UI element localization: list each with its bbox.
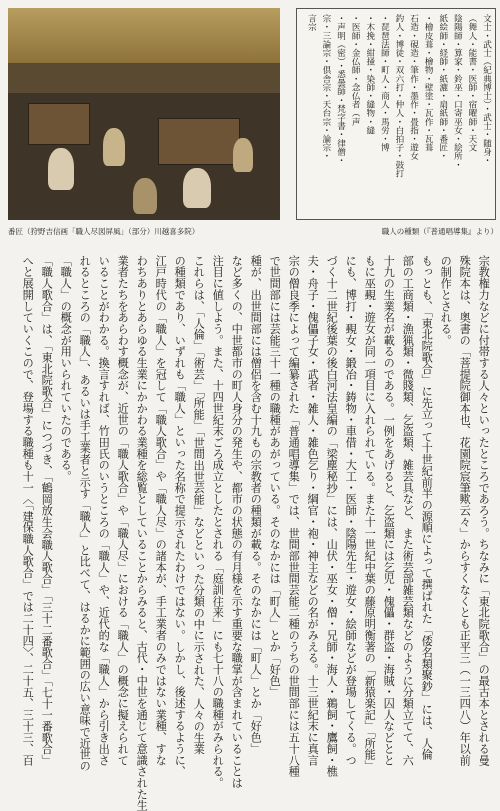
body-text-column: 宗の僧良季によって編纂された「普通唱導集」では、世間部世間芸能二種のうちの世間部には五十八種 bbox=[287, 255, 301, 778]
folding-screen-illustration bbox=[8, 8, 280, 220]
body-text-column: もに巫覡・遊女が同一項目に入れられている。また十一世紀中葉の藤原明衡著の「新猿楽記」「所能」 bbox=[363, 255, 377, 772]
occupations-list-column: （舞人・能書・医師・宿曜師・天文 bbox=[466, 14, 477, 152]
body-text-column: づく十二世紀後葉の後白河法皇編の「梁塵秘抄」には、山伏・巫女・僧・兄師・海人・鵜飼・鷹飼・樵 bbox=[325, 255, 339, 778]
occupations-list-column: 文士・武士（紀典博士）・武士・随身・ bbox=[481, 14, 492, 165]
occupations-list-column: 石造・硯造・筆作・墨作・畳指・遊女 bbox=[408, 14, 419, 161]
occupations-list-column: ・琵琶法師・町人・商人・馬労・博 bbox=[379, 14, 390, 152]
body-text-column: もっとも、「東北院歌合」に先立って十世紀前半の源順によって撰ばれた「倭名類聚鈔」には、人倫 bbox=[420, 255, 434, 761]
body-text-column: へと展開していくこので、登場する職種も十一〈「建保職人歌合」では二十四〉、二十五、三十三、百 bbox=[21, 255, 35, 766]
body-text-column: これらは、「人倫」「術芸」「所能」「世間出世芸能」などといった分類の中に示された、人々の生業 bbox=[192, 255, 206, 755]
occupations-list-column: 言宗 bbox=[306, 14, 317, 32]
figure-caption-right: 職人の種類（『普通唱導集』より） bbox=[381, 227, 498, 236]
body-text-column: 部の工商類・漁猟類・微賤類、乞盗類、雑芸具など、また術芸部雑芸類などのように分類立てて、六 bbox=[401, 255, 415, 766]
body-text-column: 種が、出世間部には僧侶を含む十九もの宗教者の種類が載る。そのなかには「町人」とか「好色」 bbox=[249, 255, 263, 755]
body-text-column: で世間部には芸能三十一種の職種があがっている。そのなかには「町人」とか「好色」 bbox=[268, 255, 282, 698]
body-text-column: 夫・舟子・傀儡子女・武者・雑人・雑色乞り・綱官・袍・神主などの名がみえる。十三世紀末に真言 bbox=[306, 255, 320, 766]
occupations-list-column: 紙絵師・経師・紙漉・扇紙師・番匠・ bbox=[437, 14, 448, 161]
occupations-list-column: 釣人・博徒・双六打・仲人・白拍子・鼓打 bbox=[393, 14, 404, 178]
body-text-column: れるところの「職人」、あるいは手工業者と示す「職人」と比べて、はるかに範囲の広い意味で近世の bbox=[78, 255, 92, 772]
body-text-column: わちありとあらゆる生業にかかわる業種を総覧としていることからみると、古代・中世を通じて意識された生 bbox=[135, 255, 149, 811]
occupations-list-column: ・檜皮葺・檜物・壁塗・瓦作・瓦葺 bbox=[423, 14, 434, 152]
body-text-column: 「職人歌合」は、「東北院歌合」につづき、「鶴岡放生会職人歌合」「三十二番歌合」「七十一番歌合」 bbox=[40, 255, 54, 767]
body-text-column: 「職人」の概念が用いられていたのである。 bbox=[59, 255, 73, 482]
body-text-column: にも、博打・覡女・鍛冶・鋳物・車借・大工・医師・陰陽先生・遊女・絵師などが登場してくる。つ bbox=[344, 255, 358, 766]
body-text-column: 業者たちをあらわす概念が、近世の「職人歌合」や「職人尽」における「職人」の概念に擬えられて bbox=[116, 255, 130, 766]
body-text-column: の制作とされる。 bbox=[439, 255, 453, 346]
body-text-column: の種類であり、いずれも「職人」といった名称で提示されたわけではない。しかし、後述するように、 bbox=[173, 255, 187, 778]
body-text-column: など多くの、中世都市の町人身分の発生や、都市の状態の有月様を示す重要な職掌が含まれていることは bbox=[230, 255, 244, 789]
occupations-list-column: 宗・三論宗・倶舎宗・天台宗・論宗・ bbox=[320, 14, 331, 161]
occupations-list-column: ・声明（密）・悉曇師・梵字書・律僧・ bbox=[335, 14, 346, 165]
occupations-list-column: 陰陽師・算家・鈴巫・口寄巫女・絵所・ bbox=[452, 14, 463, 169]
body-text-column: 宗教権力などに付帯する人々といったところであろう。ちなみに「東北院歌合」の最古本とされる曼 bbox=[477, 255, 491, 766]
body-text-column: 注目に値しよう。また、十四世紀末ごろ成立としたとされる「庭訓往来」にも七十八の職種がみられる。 bbox=[211, 255, 225, 789]
occupations-list-column: ・木挽・紺掻・染師・縫物・縫 bbox=[364, 14, 375, 135]
body-text-column: いることがわかる。換言すれば、竹田氏のいうところの「職人」や、近代的な「職人」から引き出さ bbox=[97, 255, 111, 766]
occupations-list-column: ・医師・金仏師・念仏者（声 bbox=[350, 14, 361, 126]
body-text-column: 十九の生業名が載るのである。一例をあげると、乞盗類には乞児・傀儡・群盗・海賊・囚人などとと bbox=[382, 255, 396, 766]
figure-caption-left: 番匠（狩野吉信画「職人尽図屏風」（部分）川越喜多院） bbox=[8, 227, 200, 236]
body-text-column: 江戸時代の「職人」を冠して「職人歌合」や「職人尽」の諸本が、手工業者のみではない業種、すな bbox=[154, 255, 168, 766]
body-text-column: 殊院本は、奥書の「菩提院御本也、花園院宸筆歟云々」からすくなくとも正平三（一三四八）年以前 bbox=[458, 255, 472, 766]
